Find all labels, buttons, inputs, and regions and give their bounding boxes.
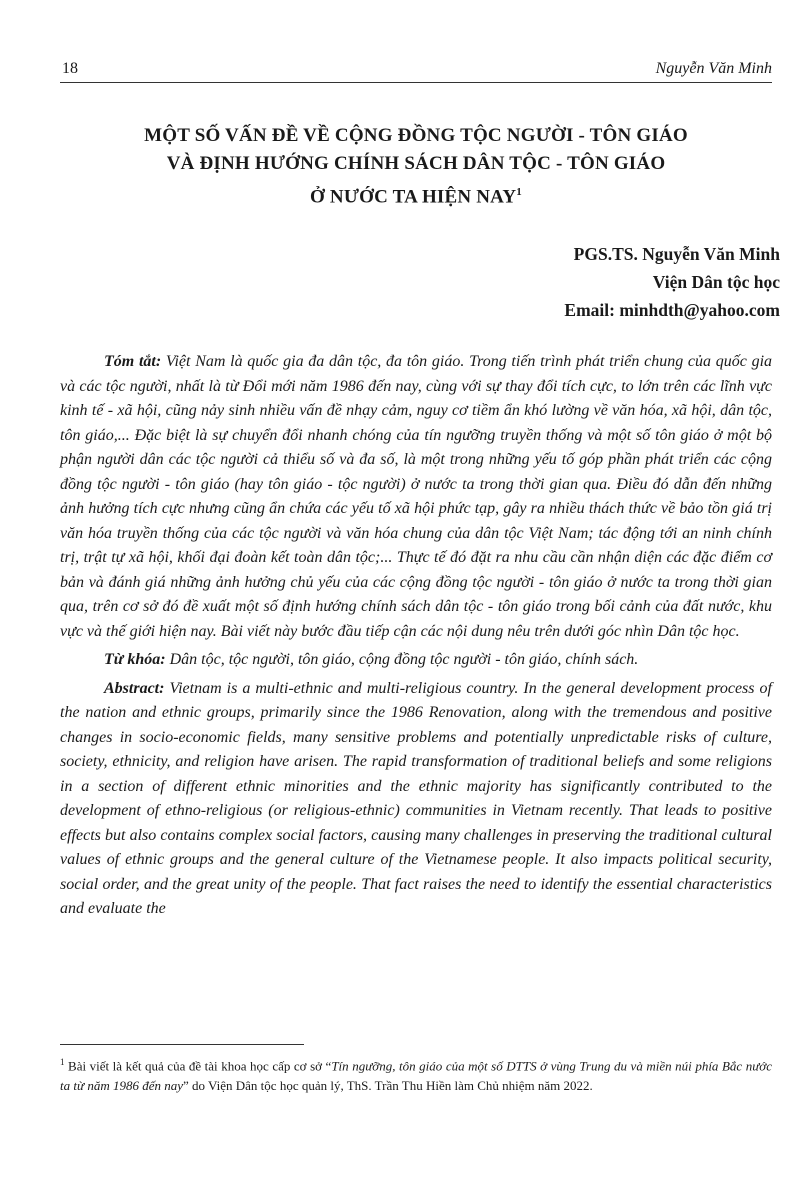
footnote bbox=[60, 1052, 772, 1096]
keywords-vi-text: Dân tộc, tộc người, tôn giáo, cộng đồng tộc người - tôn giáo, chính sách. bbox=[165, 651, 639, 668]
title-line-2: VÀ ĐỊNH HƯỚNG CHÍNH SÁCH DÂN TỘC - TÔN GIÁO bbox=[166, 153, 666, 174]
author-name: PGS.TS. Nguyễn Văn Minh bbox=[573, 244, 780, 264]
article-title bbox=[60, 122, 772, 211]
author-email: Email: minhdth@yahoo.com bbox=[564, 300, 780, 320]
abstract-vi-label: Tóm tắt: bbox=[104, 353, 162, 370]
footnote-divider bbox=[60, 1044, 304, 1045]
page-number: 18 bbox=[62, 60, 78, 77]
title-line-3 bbox=[60, 178, 772, 211]
footnote-mark: 1 bbox=[60, 1057, 65, 1067]
title-line-3-text: Ở NƯỚC TA HIỆN NAY bbox=[309, 186, 517, 208]
running-header bbox=[60, 56, 772, 83]
author-byline bbox=[564, 240, 780, 324]
footnote-text-before: Bài viết là kết quả của đề tài khoa học cấp cơ sở “ bbox=[64, 1058, 332, 1074]
abstract-english bbox=[60, 677, 772, 922]
title-footnote-mark: 1 bbox=[516, 186, 522, 198]
footnote-project-title: Tín ngưỡng, tôn giáo của một số DTTS ở vùng Trung du và miền núi phía Bắc nước ta từ năm 1986 đến nay bbox=[60, 1058, 773, 1094]
abstract-en-text: Vietnam is a multi-ethnic and multi-religious country. In the general development process of the nation and ethnic groups, primarily since the 1986 Renovation, along with the tremendous and positive changes in socio-economic fields, many sensitive problems and potentially unpredictable risks of culture, society, ethnicity, and religion have arisen. The rapid transformation of traditional beliefs and some religions in a section of different ethnic minorities and the ethnic majority has significantly contributed to the development of ethno-religious (or religious-ethnic) communities in Vietnam recently. That leads to positive effects but also contains complex social factors, causing many challenges in preserving the traditional cultural values of ethnic groups and the general culture of the Vietnamese people. It also impacts political security, social order, and the great unity of the people. That fact raises the need to identify the essential characteristics and evaluate the bbox=[60, 679, 772, 917]
abstract-en-label: Abstract: bbox=[104, 679, 165, 697]
keywords-vietnamese bbox=[60, 648, 772, 673]
abstract-vi-text: Việt Nam là quốc gia đa dân tộc, đa tôn giáo. Trong tiến trình phát triển chung của quốc gia và các tộc người, nhất là từ Đổi mới năm 1986 đến nay, cùng với sự thay đổi tích cực, to lớn trên các lĩnh vực kinh tế - xã hội, cũng nảy sinh nhiều vấn đề nhạy cảm, nguy cơ tiềm ẩn khó lường về văn hóa, xã hội, dân tộc, tôn giáo,... Đặc biệt là sự chuyển đổi nhanh chóng của tín ngưỡng truyền thống và một số tôn giáo ở một bộ phận người dân các tộc người cả thiểu số và đa số, là một trong những yếu tố góp phần phát triển các cộng đồng tộc người - tôn giáo (hay tôn giáo - tộc người) ở nước ta trong thời gian qua. Điều đó dẫn đến những ảnh hưởng tích cực nhưng cũng ẩn chứa các yếu tố xã hội phức tạp, gây ra nhiều thách thức về bảo tồn giá trị văn hóa truyền thống của các tộc người và văn hóa chung của dân tộc Việt Nam; tác động tới an ninh chính trị, trật tự xã hội, khối đại đoàn kết toàn dân tộc;... Thực tế đó đặt ra nhu cầu cần nhận diện các đặc điểm cơ bản và đánh giá những ảnh hưởng chủ yếu của các cộng đồng tộc người - tôn giáo ở nước ta trong thời gian qua, trên cơ sở đó đề xuất một số định hướng chính sách dân tộc - tôn giáo trong bối cảnh của đất nước, khu vực và thế giới hiện nay. Bài viết này bước đầu tiếp cận các nội dung nêu trên dưới góc nhìn Dân tộc học. bbox=[60, 353, 773, 640]
author-affiliation: Viện Dân tộc học bbox=[652, 272, 780, 292]
title-line-1: MỘT SỐ VẤN ĐỀ VỀ CỘNG ĐỒNG TỘC NGƯỜI - TÔN GIÁO bbox=[144, 125, 688, 146]
running-author: Nguyễn Văn Minh bbox=[655, 60, 772, 77]
footnote-text-after: ” do Viện Dân tộc học quản lý, ThS. Trần Thu Hiền làm Chủ nhiệm năm 2022. bbox=[183, 1078, 593, 1094]
keywords-vi-label: Từ khóa: bbox=[104, 651, 166, 668]
article-body bbox=[60, 350, 772, 922]
abstract-vietnamese bbox=[60, 350, 772, 644]
